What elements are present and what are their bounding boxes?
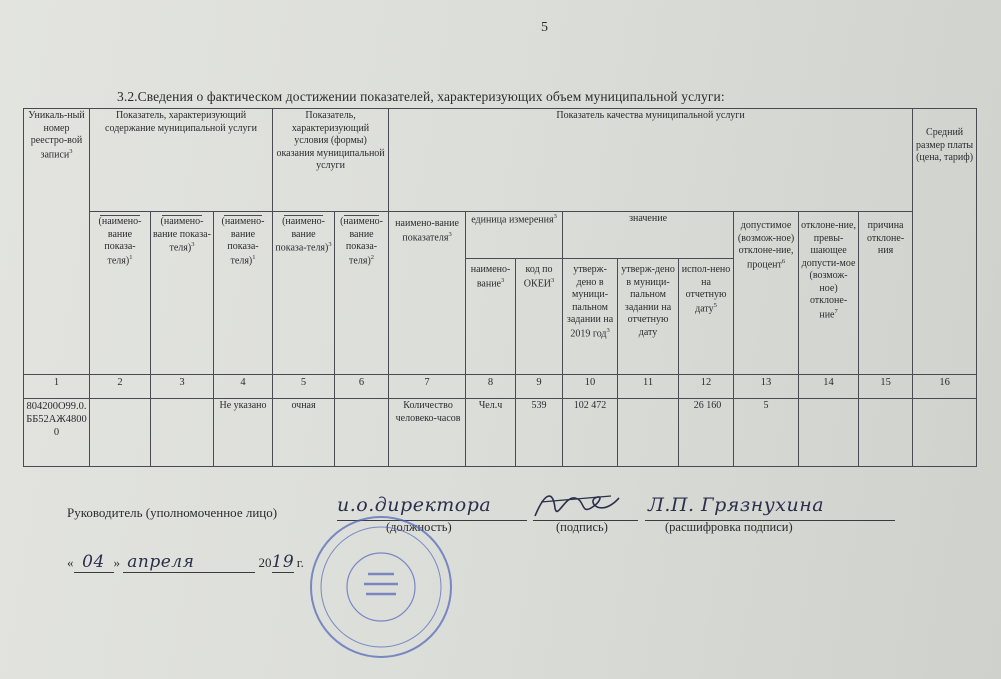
signatory-label: Руководитель (уполномоченное лицо): [67, 505, 278, 520]
signature-caption: (подпись): [556, 520, 608, 534]
handwritten-signature: [531, 488, 621, 524]
column-number: 15: [859, 375, 913, 399]
header-conditions-indicator: Показатель, характеризующий условия (формы) оказания муниципальной услуги: [273, 109, 389, 212]
header-indicator-name-3: (наимено-вание показа-теля)$^1$: [214, 212, 273, 375]
column-number: 5: [273, 375, 335, 399]
header-content-indicator: Показатель, характеризующий содержание муниципальной услуги: [90, 109, 273, 212]
cell-empty: [859, 399, 913, 467]
date-month: апреля: [127, 552, 195, 572]
cell-col5: очная: [273, 399, 335, 467]
date-row: [67, 552, 304, 573]
name-handwritten: Л.П. Грязнухина: [648, 494, 825, 516]
date-close-quote: »: [113, 555, 120, 570]
header-allowed-deviation: допустимое (возмож-ное) отклоне-ние, процент$^6$: [734, 212, 799, 375]
header-value: значение: [563, 212, 734, 259]
table-row: [24, 399, 977, 467]
column-number: 1: [24, 375, 90, 399]
date-suffix: г.: [296, 555, 304, 570]
page-number: 5: [541, 20, 548, 35]
cell-col7: Количество человеко-часов: [389, 399, 466, 467]
cell-col12: 26 160: [679, 399, 734, 467]
column-number: 4: [214, 375, 273, 399]
date-day: 04: [82, 552, 105, 572]
header-deviation-exceeding: отклоне-ние, превы-шающее допусти-мое (возмож-ное) отклоне-ние$^7$: [799, 212, 859, 375]
organization-stamp: [306, 512, 456, 662]
header-approved-task: утверж-дено в муници-пальном задании на 2019 год$^3$: [563, 259, 618, 375]
header-quality-indicator: Показатель качества муниципальной услуги: [389, 109, 913, 212]
column-number-row: [24, 375, 977, 399]
header-unit: единица измерения$^3$: [466, 212, 563, 259]
column-number: 10: [563, 375, 618, 399]
header-okei-code: код по ОКЕИ$^3$: [516, 259, 563, 375]
column-number: 16: [913, 375, 977, 399]
column-number: 6: [335, 375, 389, 399]
header-indicator-name-4: (наимено-вание показа-теля)$^3$: [273, 212, 335, 375]
indicators-table: [23, 108, 977, 467]
column-number: 11: [618, 375, 679, 399]
cell-col9: 539: [516, 399, 563, 467]
header-avg-payment: Средний размер платы (цена, тариф): [913, 109, 977, 375]
section-heading: 3.2.Сведения о фактическом достижении показателей, характеризующих объем муниципальной услуги:: [117, 89, 725, 104]
header-unique-number: Уникаль-ный номер реестро-вой записи$^3$: [24, 109, 90, 375]
header-indicator-name-1: (наимено-вание показа-теля)$^1$: [90, 212, 151, 375]
date-year-prefix: 20: [258, 555, 272, 570]
cell-empty: [151, 399, 214, 467]
cell-col4: Не указано: [214, 399, 273, 467]
column-number: 2: [90, 375, 151, 399]
cell-col10: 102 472: [563, 399, 618, 467]
cell-empty: [799, 399, 859, 467]
header-executed: испол-нено на отчетную дату$^5$: [679, 259, 734, 375]
header-approved-report: утверж-дено в муници-пальном задании на отчетную дату: [618, 259, 679, 375]
cell-empty: [335, 399, 389, 467]
date-year-suffix: 19: [271, 552, 295, 572]
column-number: 14: [799, 375, 859, 399]
column-number: 8: [466, 375, 516, 399]
position-caption: (должность): [386, 520, 452, 534]
header-indicator-name-5: (наимено-вание показа-теля)$^2$: [335, 212, 389, 375]
column-number: 12: [679, 375, 734, 399]
header-indicator-name-2: (наимено-вание показа-теля)$^3$: [151, 212, 214, 375]
position-handwritten: и.о.директора: [337, 494, 492, 516]
date-open-quote: «: [67, 555, 74, 570]
cell-col8: Чел.ч: [466, 399, 516, 467]
cell-col13: 5: [734, 399, 799, 467]
name-caption: (расшифровка подписи): [665, 520, 793, 534]
column-number: 13: [734, 375, 799, 399]
header-unit-name: наимено-вание$^3$: [466, 259, 516, 375]
cell-empty: [913, 399, 977, 467]
column-number: 7: [389, 375, 466, 399]
cell-registry-number: 804200О99.0.ББ52АЖ48000: [24, 399, 90, 467]
cell-empty: [618, 399, 679, 467]
column-number: 3: [151, 375, 214, 399]
header-name: наимено-вание показателя$^3$: [389, 212, 466, 375]
header-reason: причина отклоне-ния: [859, 212, 913, 375]
cell-empty: [90, 399, 151, 467]
column-number: 9: [516, 375, 563, 399]
